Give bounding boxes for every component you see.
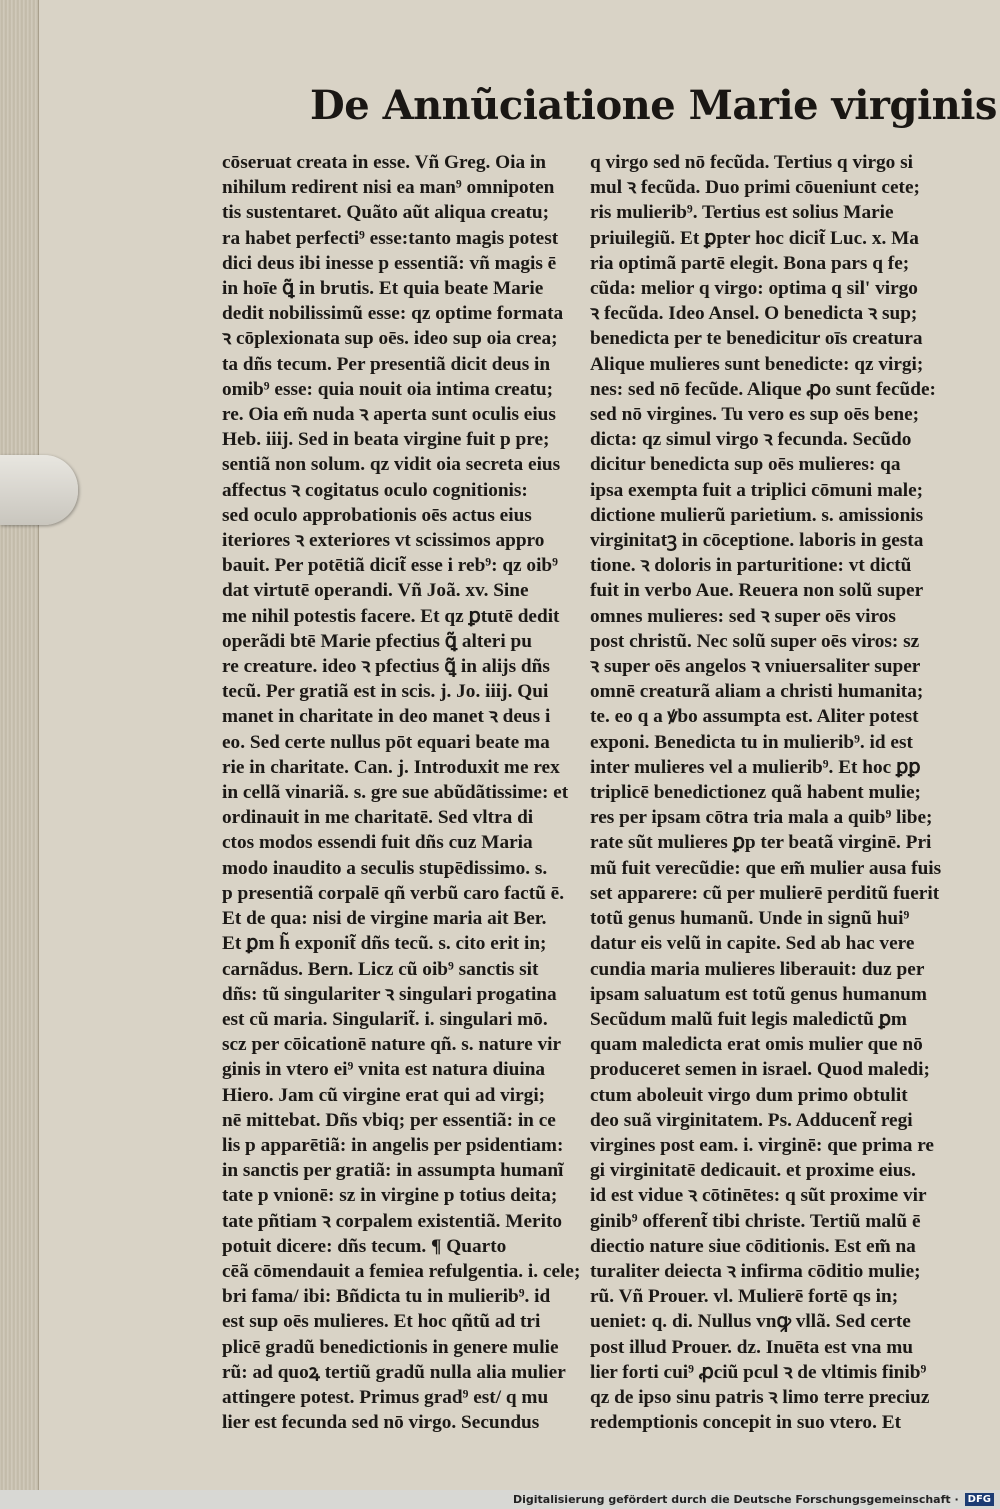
text-line: attingere potest. Primus grad⁹ est/ q mu bbox=[222, 1386, 549, 1408]
text-line: quam maledicta erat omis mulier que nō bbox=[590, 1034, 923, 1056]
text-line: exponi. Benedicta tu in mulierib⁹. id est bbox=[590, 731, 913, 753]
page-edges bbox=[0, 0, 39, 1490]
text-line: cũda: melior q virgo: optima q sil' virgo bbox=[590, 278, 918, 300]
text-line: nihilum redirent nisi ea man⁹ omnipoten bbox=[222, 177, 555, 199]
text-line: ꝛ super oēs angelos ꝛ vniuersaliter super bbox=[590, 656, 921, 678]
text-line: inter mulieres vel a mulierib⁹. Et hoc ꝑꝑ bbox=[590, 756, 921, 778]
text-line: sentiã non solum. qz vidit oia secreta eius bbox=[222, 454, 561, 476]
text-line: totũ genus humanũ. Unde in signũ hui⁹ bbox=[590, 908, 910, 930]
text-line: diectio nature siue cōditionis. Est em̃ na bbox=[590, 1235, 916, 1257]
text-line: lier est fecunda sed nō virgo. Secundus bbox=[222, 1412, 540, 1434]
left-text-column bbox=[222, 150, 587, 1435]
text-line: virginitatꝫ in cōceptione. laboris in gesta bbox=[590, 530, 924, 552]
text-line: tione. ꝛ doloris in parturitione: vt dictũ bbox=[590, 555, 912, 577]
text-line: turaliter deiecta ꝛ infirma cōditio mulie; bbox=[590, 1260, 921, 1282]
text-line: te. eo q a ꝟbo assumpta est. Aliter potest bbox=[590, 706, 919, 728]
text-line: ipsam saluatum est totũ genus humanum bbox=[590, 983, 927, 1005]
text-line: scz per cōicationē nature qñ. s. nature vir bbox=[222, 1034, 562, 1056]
text-line: sed nō virgines. Tu vero es sup oēs bene; bbox=[590, 404, 920, 426]
text-line: sed oculo approbationis oēs actus eius bbox=[222, 504, 532, 526]
text-line: res per ipsam cōtra tria mala a quib⁹ libe; bbox=[590, 807, 933, 829]
text-line: q virgo sed nō fecũda. Tertius q virgo si bbox=[590, 152, 913, 173]
text-line: ginib⁹ offerent̃ tibi christe. Tertiũ malũ ē bbox=[590, 1210, 921, 1232]
text-line: nē mittebat. Dñs vbiq; per essentiã: in ce bbox=[222, 1109, 556, 1131]
text-line: dicta: qz simul virgo ꝛ fecunda. Secũdo bbox=[590, 429, 912, 451]
text-line: Hiero. Jam cũ virgine erat qui ad virgi; bbox=[222, 1084, 546, 1106]
text-line: qz de ipso sinu patris ꝛ limo terre preciuz bbox=[590, 1386, 930, 1408]
dfg-logo: DFG bbox=[965, 1493, 994, 1506]
text-line: dici deus ibi inesse p essentiã: vñ magis ē bbox=[222, 252, 557, 274]
text-line: iteriores ꝛ exteriores vt scissimos appro bbox=[222, 530, 545, 552]
text-line: id est vidue ꝛ cōtinētes: q sũt proxime vir bbox=[590, 1185, 927, 1207]
text-line: Heb. iiij. Sed in beata virgine fuit p pre; bbox=[222, 429, 550, 451]
text-line: ctum aboleuit virgo dum primo obtulit bbox=[590, 1084, 908, 1106]
text-line: affectus ꝛ cogitatus oculo cognitionis: bbox=[222, 479, 528, 501]
text-line: rate sũt mulieres ꝑp ter beatã virginē. Pri bbox=[590, 832, 932, 854]
text-line: re creature. ideo ꝛ pfectius ꝗ̃ in alijs dñs bbox=[222, 656, 550, 678]
text-line: triplicē benedictionez quã habent mulie; bbox=[590, 782, 921, 804]
text-line: est cũ maria. Singularit̃. i. singulari mō. bbox=[222, 1008, 548, 1030]
text-line: omnes mulieres: sed ꝛ super oēs viros bbox=[590, 605, 896, 627]
text-line: bauit. Per potētiã dicit̃ esse i reb⁹: qz oib⁹ bbox=[222, 555, 558, 577]
text-line: re. Oia em̃ nuda ꝛ aperta sunt oculis eius bbox=[222, 404, 556, 426]
text-line: bri fama/ ibi: Bñdicta tu in mulierib⁹. id bbox=[222, 1286, 551, 1308]
text-line: dictione mulierũ parietium. s. amissionis bbox=[590, 504, 924, 526]
text-line: carnãdus. Bern. Licz cũ oib⁹ sanctis sit bbox=[222, 958, 539, 980]
text-line: dñs: tũ singulariter ꝛ singulari progatina bbox=[222, 983, 557, 1005]
text-line: Alique mulieres sunt benedicte: qz virgi; bbox=[590, 353, 924, 375]
text-line: ria optimã partē elegit. Bona pars q fe; bbox=[590, 252, 910, 274]
text-line: post christũ. Nec solũ super oēs viros: sz bbox=[590, 630, 920, 652]
text-line: potuit dicere: dñs tecum. ¶ Quarto bbox=[222, 1235, 507, 1257]
text-line: rũ: ad quoꝝ tertiũ gradũ nulla alia mulier bbox=[222, 1361, 566, 1383]
text-line: cēã cōmendauit a femiea refulgentia. i. cele; bbox=[222, 1260, 581, 1282]
text-line: Et ꝑm h̃ exponit̃ dñs tecũ. s. cito erit in; bbox=[222, 933, 547, 955]
text-line: mul ꝛ fecũda. Duo primi cōueniunt cete; bbox=[590, 177, 920, 199]
text-line: operãdi btē Marie pfectius ꝗ̃ alteri pu bbox=[222, 630, 532, 652]
text-line: priuilegiũ. Et ꝑpter hoc dicit̃ Luc. x. Ma bbox=[590, 227, 919, 249]
funding-footer bbox=[0, 1490, 1000, 1509]
text-line: me nihil potestis facere. Et qz ꝑtutē dedit bbox=[222, 605, 560, 627]
text-line: omnē creaturã aliam a christi humanita; bbox=[590, 681, 924, 703]
text-line: ꝛ fecũda. Ideo Ansel. O benedicta ꝛ sup; bbox=[590, 303, 918, 325]
text-line: ginis in vtero ei⁹ vnita est natura diuina bbox=[222, 1059, 546, 1081]
text-line: gi virginitatē dedicauit. et proxime eius. bbox=[590, 1160, 916, 1182]
text-line: in sanctis per gratiã: in assumpta humanĩ bbox=[222, 1160, 564, 1182]
text-line: set apparere: cũ per mulierē perditũ fuerit bbox=[590, 882, 940, 904]
text-line: tecũ. Per gratiã est in scis. j. Jo. iiij. Qui bbox=[222, 681, 549, 703]
text-line: est sup oēs mulieres. Et hoc qñtũ ad tri bbox=[222, 1311, 541, 1333]
text-line: cōseruat creata in esse. Vñ Greg. Oia in bbox=[222, 152, 546, 173]
page-clip bbox=[0, 455, 78, 525]
text-line: ctos modos essendi fuit dñs cuz Maria bbox=[222, 832, 533, 854]
text-line: virgines post eam. i. virginē: que prima re bbox=[590, 1134, 934, 1156]
text-line: rie in charitate. Can. j. Introduxit me rex bbox=[222, 756, 560, 778]
text-line: dedit nobilissimũ esse: qz optime formata bbox=[222, 303, 564, 325]
text-line: in cellã vinariã. s. gre sue abũdãtissime: et bbox=[222, 782, 569, 804]
text-line: modo inaudito a seculis stupēdissimo. s. bbox=[222, 857, 548, 879]
text-line: nes: sed nō fecũde. Alique ꝓo sunt fecũde: bbox=[590, 378, 936, 400]
text-line: tis sustentaret. Quãto aũt aliqua creatu; bbox=[222, 202, 550, 224]
text-line: post illud Prouer. dz. Inuēta est vna mu bbox=[590, 1336, 914, 1358]
text-line: ris mulierib⁹. Tertius est solius Marie bbox=[590, 202, 894, 224]
text-line: ra habet perfecti⁹ esse:tanto magis potest bbox=[222, 227, 559, 249]
text-line: plicē gradũ benedictionis in genere mulie bbox=[222, 1336, 559, 1358]
text-line: dicitur benedicta sup oēs mulieres: qa bbox=[590, 454, 901, 476]
text-line: Secũdum malũ fuit legis maledictũ ꝑm bbox=[590, 1008, 907, 1030]
text-line: ordinauit in me charitatē. Sed vltra di bbox=[222, 807, 534, 829]
text-line: cundia maria mulieres liberauit: duz per bbox=[590, 958, 925, 980]
text-line: ueniet: q. di. Nullus vnꝙ vllã. Sed certe bbox=[590, 1311, 911, 1333]
text-line: benedicta per te benedicitur oīs creatura bbox=[590, 328, 923, 350]
text-line: redemptionis concepit in suo vtero. Et bbox=[590, 1412, 901, 1434]
text-line: lier forti cui⁹ ꝓciũ pcul ꝛ de vltimis finib⁹ bbox=[590, 1361, 927, 1383]
text-line: ꝛ cōplexionata sup oēs. ideo sup oia crea; bbox=[222, 328, 558, 350]
footer-text: Digitalisierung gefördert durch die Deutsche Forschungsgemeinschaft · bbox=[512, 1493, 959, 1506]
text-line: tate p vnionē: sz in virgine p totius deita; bbox=[222, 1185, 558, 1207]
text-line: omib⁹ esse: quia nouit oia intima creatu; bbox=[222, 378, 554, 400]
right-text-column bbox=[590, 150, 955, 1435]
text-line: p presentiã corpalē qñ verbũ caro factũ ē. bbox=[222, 882, 565, 904]
text-line: mũ fuit verecũdie: que em̃ mulier ausa fuis bbox=[590, 857, 942, 879]
text-line: Et de qua: nisi de virgine maria ait Ber. bbox=[222, 908, 547, 930]
text-line: ta dñs tecum. Per presentiã dicit deus in bbox=[222, 353, 551, 375]
text-line: deo suã virginitatem. Ps. Adducent̃ regi bbox=[590, 1109, 913, 1131]
text-line: tate pñtiam ꝛ corpalem existentiã. Merito bbox=[222, 1210, 563, 1232]
text-line: manet in charitate in deo manet ꝛ deus i bbox=[222, 706, 551, 728]
text-line: ipsa exempta fuit a triplici cōmuni male; bbox=[590, 479, 924, 501]
text-line: datur eis velũ in capite. Sed ab hac vere bbox=[590, 933, 915, 955]
text-line: produceret semen in israel. Quod maledi; bbox=[590, 1059, 930, 1081]
text-line: eo. Sed certe nullus pōt equari beate ma bbox=[222, 731, 550, 753]
text-line: rũ. Vñ Prouer. vl. Mulierē fortē qs in; bbox=[590, 1286, 899, 1308]
text-line: dat virtutē operandi. Vñ Joã. xv. Sine bbox=[222, 580, 529, 602]
text-line: fuit in verbo Aue. Reuera non solũ super bbox=[590, 580, 924, 602]
text-line: in hoīe ꝗ̃ in brutis. Et quia beate Marie bbox=[222, 278, 544, 300]
text-line: lis p apparētiã: in angelis per psidentiam: bbox=[222, 1134, 564, 1156]
page-title: De Annũciatione Marie virginis bbox=[310, 82, 997, 129]
